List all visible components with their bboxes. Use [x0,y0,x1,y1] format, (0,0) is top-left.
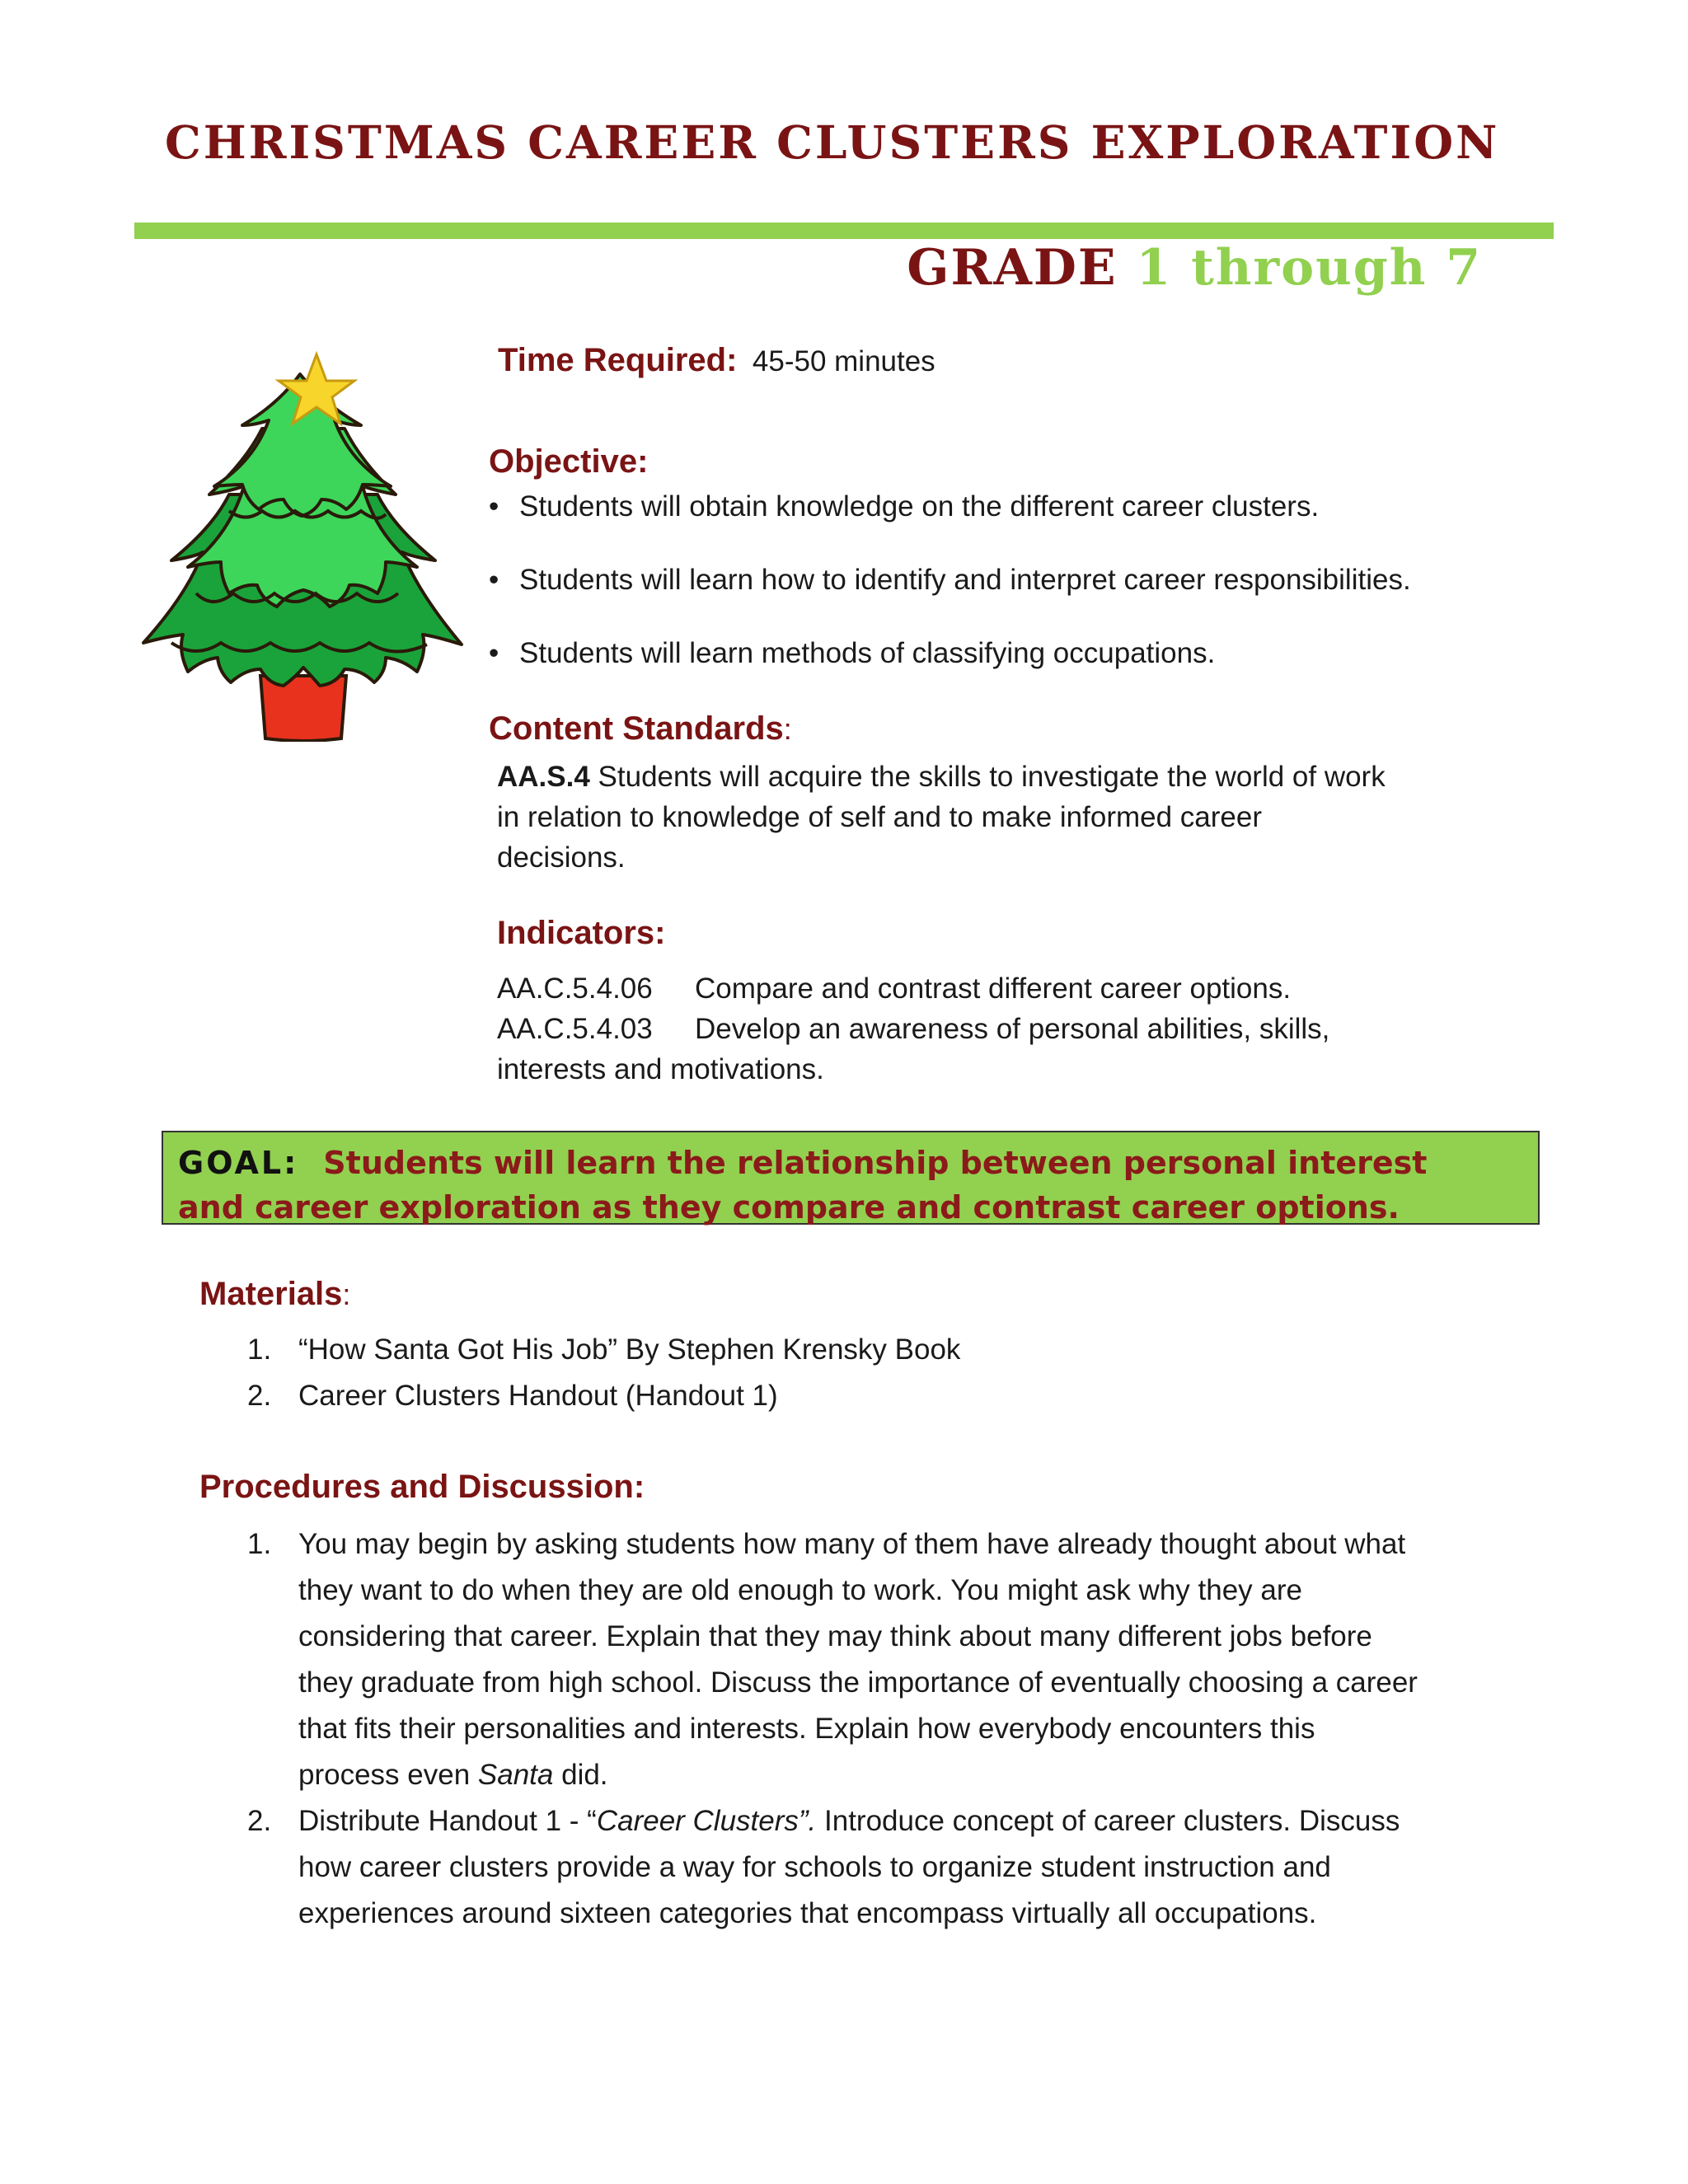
procedure-line: that fits their personalities and interests. Explain how everybody encounters this [298,1713,1315,1745]
procedure-italic: Career Clusters”. [596,1805,817,1837]
materials-colon: : [342,1277,351,1311]
standard-line: in relation to knowledge of self and to make informed career [497,801,1263,833]
procedure-text: did. [553,1759,608,1791]
list-item: • Students will learn how to identify and interpret career responsibilities. [489,560,1585,600]
procedure-line: experiences around sixteen categories that encompass virtually all occupations. [298,1897,1317,1929]
list-number: 2. [247,1805,272,1837]
indicator-code: AA.C.5.4.06 [497,972,653,1005]
standard-code: AA.S.4 [497,761,590,793]
indicator-code: AA.C.5.4.03 [497,1013,653,1045]
indicator-row [497,1009,1568,1049]
standards-text [497,757,1568,878]
materials-heading [199,1276,350,1313]
time-required [498,342,935,379]
objective-heading: Objective: [489,443,649,480]
indicator-text: Compare and contrast different career options. [695,972,1292,1005]
indicator-row [497,968,1568,1009]
standard-line: Students will acquire the skills to investigate the world of work [598,761,1386,793]
procedure-line [298,1752,1601,1798]
grade-heading [907,239,1482,297]
list-item: • Students will learn methods of classifying occupations. [489,633,1585,673]
goal-box [162,1131,1540,1225]
procedures-heading: Procedures and Discussion: [199,1469,645,1505]
christmas-tree-icon [138,346,465,742]
grade-range: 1 through 7 [1136,239,1482,297]
time-value: 45-50 minutes [752,345,935,377]
standards-colon: : [783,712,792,746]
list-item [199,1373,1601,1419]
list-item [199,1327,1601,1373]
goal-label: GOAL: [178,1145,299,1181]
list-text: “How Santa Got His Job” By Stephen Krensky Book [298,1333,961,1366]
procedure-line: how career clusters provide a way for schools to organize student instruction and [298,1851,1331,1883]
list-number: 1. [247,1528,272,1560]
grade-word: GRADE [907,239,1118,297]
standards-label: Content Standards [489,710,784,747]
indicator-continuation: interests and motivations. [497,1053,824,1085]
procedure-line: they want to do when they are old enough to work. You might ask why they are [298,1574,1302,1606]
procedure-text: process even [298,1759,478,1791]
indicators-list [497,968,1568,1090]
procedure-text: Distribute Handout 1 - “ [298,1805,597,1837]
procedures-list [199,1521,1601,1937]
title-divider [134,223,1554,239]
materials-list [199,1327,1601,1419]
procedure-line [298,1798,1601,1844]
list-item [199,1521,1601,1798]
indicators-heading: Indicators: [497,915,666,951]
procedure-line: they graduate from high school. Discuss the importance of eventually choosing a career [298,1666,1418,1699]
procedure-line: considering that career. Explain that they may think about many different jobs before [298,1620,1372,1652]
materials-label: Materials [199,1276,343,1312]
list-text: Career Clusters Handout (Handout 1) [298,1380,778,1412]
list-item [199,1798,1601,1937]
standard-line: decisions. [497,841,626,874]
objective-list [489,486,1585,706]
procedure-italic: Santa [477,1759,554,1791]
list-item: • Students will obtain knowledge on the different career clusters. [489,486,1585,527]
page-title: CHRISTMAS CAREER CLUSTERS EXPLORATION [165,115,1500,169]
list-number: 1. [247,1333,272,1366]
tree-pot [260,676,346,741]
list-number: 2. [247,1380,272,1412]
procedure-line: You may begin by asking students how many of them have already thought about what [298,1528,1406,1560]
procedure-text: Introduce concept of career clusters. Discuss [816,1805,1400,1837]
time-label: Time Required: [498,342,738,378]
goal-line: Students will learn the relationship between personal interest [323,1145,1428,1181]
goal-line: and career exploration as they compare and contrast career options. [178,1189,1400,1226]
standards-heading [489,710,792,748]
indicator-text: Develop an awareness of personal abilities, skills, [695,1013,1330,1045]
